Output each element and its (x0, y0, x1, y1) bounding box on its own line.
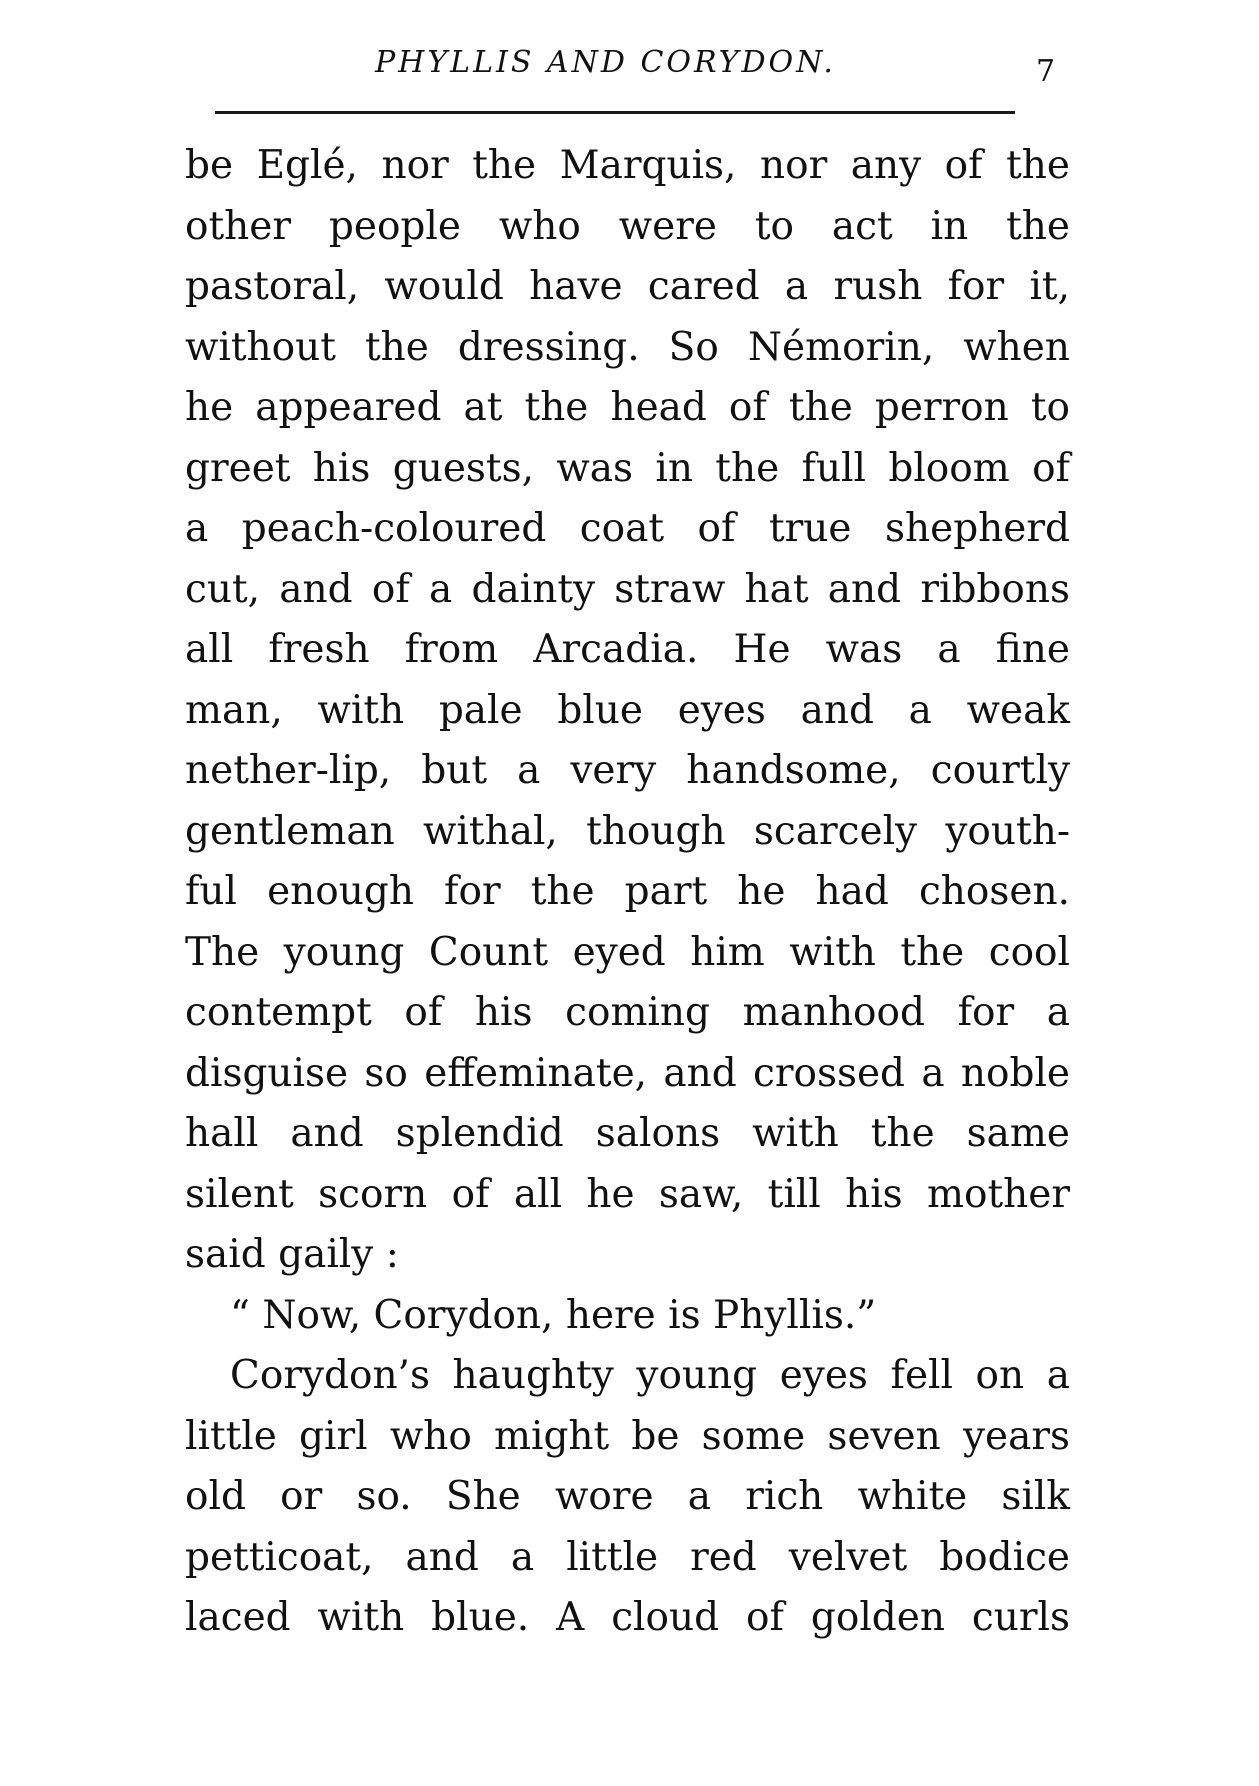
text-line: he appeared at the head of the perron to (185, 385, 1070, 430)
text-line: pastoral, would have cared a rush for it, (185, 264, 1070, 309)
text-line: without the dressing. So Némorin, when (185, 324, 1070, 370)
text-line: petticoat, and a little red velvet bodice (185, 1534, 1070, 1580)
text-line: laced with blue. A cloud of golden curls (185, 1595, 1070, 1640)
text-line: all fresh from Arcadia. He was a fine (185, 627, 1070, 672)
text-line: nether-lip, but a very handsome, courtly (185, 748, 1070, 793)
dialogue-line: “ Now, Corydon, here is Phyllis.” (230, 1292, 877, 1338)
text-line: be Eglé, nor the Marquis, nor any of the (185, 143, 1070, 188)
text-line: a peach-coloured coat of true shepherd (185, 506, 1070, 551)
text-line: man, with pale blue eyes and a weak (185, 687, 1070, 733)
running-title: PHYLLIS AND CORYDON. (375, 45, 836, 80)
text-line: other people who were to act in the (185, 203, 1070, 249)
text-line: contempt of his coming manhood for a (185, 990, 1070, 1035)
text-line: silent scorn of all he saw, till his mother (185, 1171, 1070, 1217)
header-rule (215, 111, 1015, 114)
page-number: 7 (1036, 54, 1056, 89)
paragraph-start-line: Corydon’s haughty young eyes fell on a (230, 1353, 1070, 1398)
text-line: ful enough for the part he had chosen. (185, 869, 1070, 914)
text-line: gentleman withal, though scarcely youth- (185, 808, 1070, 854)
body-text (185, 136, 1070, 1649)
text-line: little girl who might be some seven years (185, 1413, 1070, 1459)
text-line: cut, and of a dainty straw hat and ribbons (185, 566, 1070, 612)
text-line: said gaily : (185, 1232, 399, 1277)
text-line: greet his guests, was in the full bloom of (185, 445, 1070, 491)
text-line: disguise so effeminate, and crossed a noble (185, 1050, 1070, 1096)
text-line: old or so. She wore a rich white silk (185, 1474, 1070, 1519)
text-line: hall and splendid salons with the same (185, 1111, 1070, 1156)
text-line: The young Count eyed him with the cool (185, 929, 1070, 975)
